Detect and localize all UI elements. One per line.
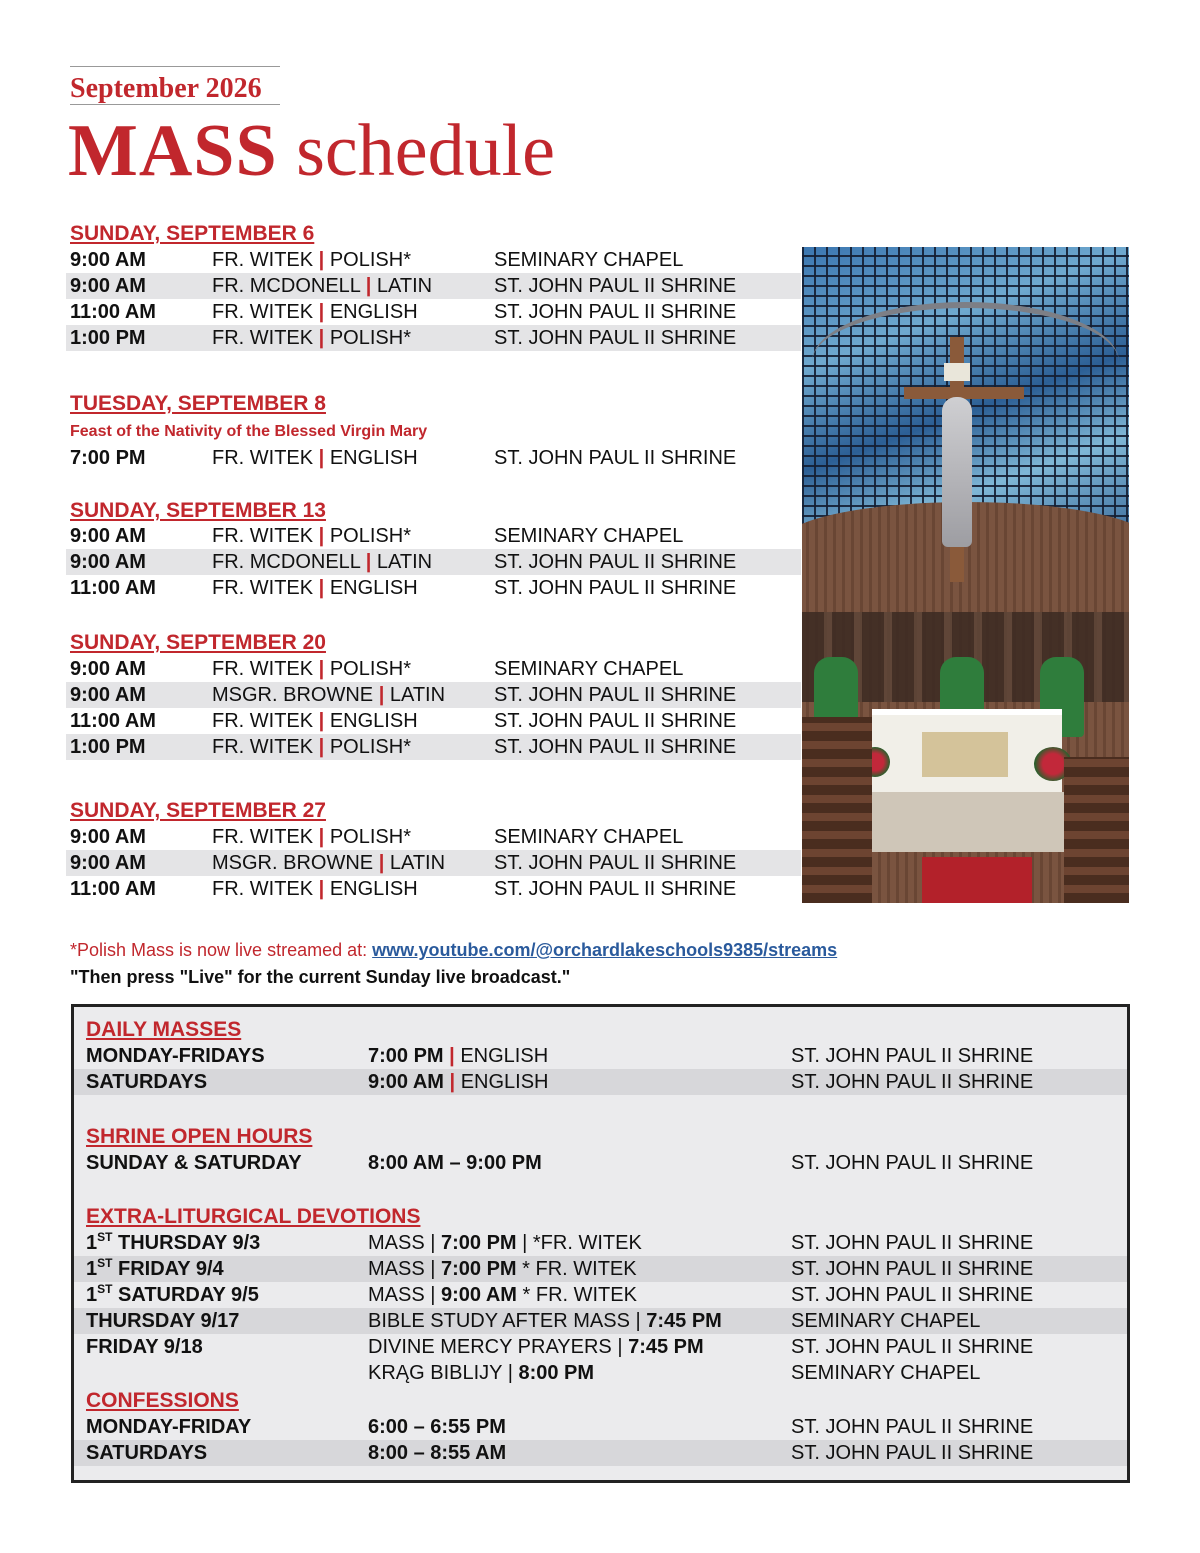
mass-row xyxy=(66,682,801,708)
confession-row xyxy=(74,1414,1127,1440)
ordinal-number: 1 xyxy=(86,1284,98,1306)
mass-row xyxy=(66,523,801,549)
devotion-type: MASS | xyxy=(368,1284,441,1306)
day-heading: SUNDAY, SEPTEMBER 27 xyxy=(70,799,326,822)
day-heading: SUNDAY, SEPTEMBER 6 xyxy=(70,222,315,245)
month-rule-top xyxy=(70,66,280,103)
devotion-row xyxy=(74,1308,1127,1334)
separator: | xyxy=(378,684,385,706)
open-hours: 8:00 AM – 9:00 PM xyxy=(368,1152,542,1174)
day-heading: SUNDAY, SEPTEMBER 20 xyxy=(70,631,326,654)
day-label xyxy=(86,1334,203,1360)
day-label: SUNDAY & SATURDAY xyxy=(86,1152,302,1174)
separator: | xyxy=(318,736,325,758)
mass-celebrant xyxy=(212,708,418,734)
pews-left xyxy=(802,717,872,903)
separator: | xyxy=(318,447,325,469)
sanctuary-steps xyxy=(842,792,1092,852)
location: ST. JOHN PAUL II SHRINE xyxy=(791,1258,1034,1280)
mass-row xyxy=(66,299,801,325)
mass-location: SEMINARY CHAPEL xyxy=(494,658,684,680)
devotion-row xyxy=(74,1230,1127,1256)
daily-mass-row xyxy=(74,1069,1127,1095)
month-label: September 2026 xyxy=(70,73,262,104)
inri-plaque xyxy=(944,363,970,381)
priest-name: FR. WITEK xyxy=(212,525,314,547)
ordinal-suffix: ST xyxy=(97,1230,113,1244)
devotion-type: MASS | xyxy=(368,1232,441,1254)
mass-row xyxy=(66,850,801,876)
devotion-type: BIBLE STUDY AFTER MASS | xyxy=(368,1310,647,1332)
mass-celebrant xyxy=(212,523,411,549)
stream-note xyxy=(70,938,837,962)
priest-name: MSGR. BROWNE xyxy=(212,684,374,706)
mass-celebrant xyxy=(212,549,432,575)
section-heading-daily-masses: DAILY MASSES xyxy=(86,1018,242,1041)
day-label xyxy=(86,1308,239,1334)
day-label: MONDAY-FRIDAY xyxy=(86,1416,252,1438)
devotion-type: MASS | xyxy=(368,1258,441,1280)
separator: | xyxy=(318,249,325,271)
devotion-detail xyxy=(368,1282,637,1308)
day-label: SATURDAYS xyxy=(86,1442,208,1464)
mass-row xyxy=(66,575,801,601)
devotion-time: 7:45 PM xyxy=(646,1310,722,1332)
day-text: THURSDAY 9/17 xyxy=(86,1310,240,1332)
stream-instruction: "Then press "Live" for the current Sunday live broadcast." xyxy=(70,967,571,987)
mass-location: ST. JOHN PAUL II SHRINE xyxy=(494,275,737,297)
mass-row xyxy=(66,247,801,273)
mass-language: LATIN xyxy=(376,275,433,297)
mass-celebrant xyxy=(212,299,418,325)
ordinal-suffix: ST xyxy=(97,1282,113,1296)
mass-row xyxy=(66,734,801,760)
mass-language: POLISH* xyxy=(329,249,411,271)
mass-celebrant xyxy=(212,445,418,471)
day-label xyxy=(86,1256,224,1282)
day-heading: TUESDAY, SEPTEMBER 8 xyxy=(70,392,326,415)
mass-time: 7:00 PM xyxy=(368,1045,444,1067)
mass-celebrant xyxy=(212,656,411,682)
devotion-detail xyxy=(368,1360,594,1386)
priest-name: FR. WITEK xyxy=(212,301,314,323)
mass-language: ENGLISH xyxy=(329,447,418,469)
daily-mass-row xyxy=(74,1043,1127,1069)
separator: | xyxy=(365,275,372,297)
red-carpet xyxy=(922,857,1032,903)
mass-time: 1:00 PM xyxy=(70,327,146,349)
mass-language: LATIN xyxy=(389,684,446,706)
mass-location: ST. JOHN PAUL II SHRINE xyxy=(791,1045,1034,1067)
mass-time: 9:00 AM xyxy=(70,275,146,297)
mass-location: ST. JOHN PAUL II SHRINE xyxy=(494,878,737,900)
devotion-type: KRĄG BIBLIJY | xyxy=(368,1362,519,1384)
mass-row xyxy=(66,824,801,850)
priest-name: FR. WITEK xyxy=(212,327,314,349)
page-title xyxy=(68,106,555,196)
mass-location: SEMINARY CHAPEL xyxy=(494,249,684,271)
priest-name: FR. WITEK xyxy=(212,878,314,900)
location: ST. JOHN PAUL II SHRINE xyxy=(791,1232,1034,1254)
priest-name: FR. MCDONELL xyxy=(212,275,361,297)
location: ST. JOHN PAUL II SHRINE xyxy=(791,1152,1034,1174)
devotion-row xyxy=(74,1256,1127,1282)
mass-language: ENGLISH xyxy=(329,301,418,323)
separator: | xyxy=(318,577,325,599)
mass-time: 9:00 AM xyxy=(70,826,146,848)
month-rule-bottom xyxy=(70,104,280,105)
priest-name: FR. WITEK xyxy=(212,577,314,599)
stream-note-label: *Polish Mass is now live streamed at: xyxy=(70,940,373,960)
mass-time: 9:00 AM xyxy=(70,852,146,874)
mass-language: LATIN xyxy=(389,852,446,874)
mass-location: ST. JOHN PAUL II SHRINE xyxy=(494,301,737,323)
devotion-celebrant: * FR. WITEK xyxy=(516,1258,637,1280)
mass-time: 11:00 AM xyxy=(70,577,156,599)
mass-row xyxy=(66,445,801,471)
mass-row xyxy=(66,549,801,575)
pews-right xyxy=(1064,757,1129,903)
day-text: SATURDAY 9/5 xyxy=(112,1284,259,1306)
devotion-time: 7:45 PM xyxy=(628,1336,704,1358)
mass-time-language xyxy=(368,1069,549,1095)
priest-name: FR. WITEK xyxy=(212,249,314,271)
crucifix-beam xyxy=(904,387,1024,399)
priest-name: FR. WITEK xyxy=(212,447,314,469)
separator: | xyxy=(378,852,385,874)
devotion-celebrant: * FR. WITEK xyxy=(516,1284,637,1306)
mass-location: ST. JOHN PAUL II SHRINE xyxy=(494,447,737,469)
mass-time: 9:00 AM xyxy=(70,684,146,706)
location: ST. JOHN PAUL II SHRINE xyxy=(791,1284,1034,1306)
day-label: MONDAY-FRIDAYS xyxy=(86,1045,265,1067)
mass-celebrant xyxy=(212,850,445,876)
section-heading-confessions: CONFESSIONS xyxy=(86,1389,239,1412)
mass-time: 1:00 PM xyxy=(70,736,146,758)
mass-time: 7:00 PM xyxy=(70,447,146,469)
mass-location: SEMINARY CHAPEL xyxy=(494,525,684,547)
priest-name: FR. WITEK xyxy=(212,658,314,680)
mass-language: ENGLISH xyxy=(329,878,418,900)
location: SEMINARY CHAPEL xyxy=(791,1362,981,1384)
mass-time: 9:00 AM xyxy=(368,1071,444,1093)
mass-location: ST. JOHN PAUL II SHRINE xyxy=(494,684,737,706)
info-box xyxy=(71,1004,1130,1483)
mass-language: POLISH* xyxy=(329,658,411,680)
devotion-time: 8:00 PM xyxy=(518,1362,595,1384)
devotion-row xyxy=(74,1334,1127,1360)
mass-celebrant xyxy=(212,734,411,760)
mass-celebrant xyxy=(212,824,411,850)
mass-language: ENGLISH xyxy=(329,710,418,732)
devotion-row xyxy=(74,1282,1127,1308)
mass-language: ENGLISH xyxy=(460,1045,549,1067)
mass-time: 9:00 AM xyxy=(70,249,146,271)
mass-language: ENGLISH xyxy=(329,577,418,599)
mass-language: LATIN xyxy=(376,551,433,573)
mass-location: ST. JOHN PAUL II SHRINE xyxy=(494,736,737,758)
mass-celebrant xyxy=(212,575,418,601)
devotion-time: 9:00 AM xyxy=(441,1284,517,1306)
separator: | xyxy=(318,826,325,848)
separator: | xyxy=(365,551,372,573)
ordinal-suffix: ST xyxy=(97,1256,113,1270)
priest-name: MSGR. BROWNE xyxy=(212,852,374,874)
day-label xyxy=(86,1230,260,1256)
youtube-stream-link[interactable]: www.youtube.com/@orchardlakeschools9385/streams xyxy=(372,940,838,960)
day-text: FRIDAY 9/18 xyxy=(86,1336,203,1358)
mass-celebrant xyxy=(212,325,411,351)
devotion-celebrant: | *FR. WITEK xyxy=(516,1232,642,1254)
mass-time: 9:00 AM xyxy=(70,658,146,680)
mass-row xyxy=(66,325,801,351)
location: ST. JOHN PAUL II SHRINE xyxy=(791,1416,1034,1438)
mass-location: ST. JOHN PAUL II SHRINE xyxy=(494,710,737,732)
day-text: FRIDAY 9/4 xyxy=(112,1258,224,1280)
mass-time: 11:00 AM xyxy=(70,878,156,900)
mass-time: 9:00 AM xyxy=(70,525,146,547)
mass-location: ST. JOHN PAUL II SHRINE xyxy=(494,852,737,874)
confession-row xyxy=(74,1440,1127,1466)
mass-location: ST. JOHN PAUL II SHRINE xyxy=(494,577,737,599)
separator: | xyxy=(318,301,325,323)
mass-row xyxy=(66,656,801,682)
separator: | xyxy=(318,710,325,732)
day-heading: SUNDAY, SEPTEMBER 13 xyxy=(70,499,326,522)
day-label xyxy=(86,1282,259,1308)
mass-location: ST. JOHN PAUL II SHRINE xyxy=(791,1071,1034,1093)
separator: | xyxy=(449,1071,456,1093)
chapel-photo xyxy=(802,247,1129,903)
confession-time: 6:00 – 6:55 PM xyxy=(368,1416,506,1438)
mass-row xyxy=(66,708,801,734)
mass-celebrant xyxy=(212,273,432,299)
separator: | xyxy=(318,525,325,547)
corpus-figure xyxy=(942,397,972,547)
devotion-detail xyxy=(368,1334,704,1360)
devotion-time: 7:00 PM xyxy=(441,1232,517,1254)
day-label: SATURDAYS xyxy=(86,1071,208,1093)
devotion-detail xyxy=(368,1230,642,1256)
mass-time: 9:00 AM xyxy=(70,551,146,573)
section-heading-devotions: EXTRA-LITURGICAL DEVOTIONS xyxy=(86,1205,421,1228)
ordinal-number: 1 xyxy=(86,1232,98,1254)
devotion-detail xyxy=(368,1308,722,1334)
mass-location: ST. JOHN PAUL II SHRINE xyxy=(494,327,737,349)
mass-celebrant xyxy=(212,876,418,902)
separator: | xyxy=(318,327,325,349)
mass-celebrant xyxy=(212,682,445,708)
mass-language: POLISH* xyxy=(329,736,411,758)
mass-location: ST. JOHN PAUL II SHRINE xyxy=(494,551,737,573)
day-text: THURSDAY 9/3 xyxy=(112,1232,261,1254)
title-schedule: schedule xyxy=(296,110,556,192)
title-mass: MASS xyxy=(68,110,278,192)
mass-location: SEMINARY CHAPEL xyxy=(494,826,684,848)
ordinal-number: 1 xyxy=(86,1258,98,1280)
separator: | xyxy=(318,658,325,680)
location: ST. JOHN PAUL II SHRINE xyxy=(791,1442,1034,1464)
location: ST. JOHN PAUL II SHRINE xyxy=(791,1336,1034,1358)
mass-language: POLISH* xyxy=(329,826,411,848)
mass-language: POLISH* xyxy=(329,525,411,547)
mass-celebrant xyxy=(212,247,411,273)
separator: | xyxy=(449,1045,455,1067)
mass-language: ENGLISH xyxy=(460,1071,549,1093)
mass-time-language xyxy=(368,1043,548,1069)
priest-name: FR. WITEK xyxy=(212,710,314,732)
mass-time: 11:00 AM xyxy=(70,301,156,323)
devotion-row xyxy=(74,1360,1127,1386)
mass-time: 11:00 AM xyxy=(70,710,156,732)
devotion-time: 7:00 PM xyxy=(441,1258,517,1280)
mass-language: POLISH* xyxy=(329,327,411,349)
confession-time: 8:00 – 8:55 AM xyxy=(368,1442,507,1464)
priest-name: FR. WITEK xyxy=(212,736,314,758)
devotion-detail xyxy=(368,1256,637,1282)
mass-row xyxy=(66,876,801,902)
feast-name: Feast of the Nativity of the Blessed Virgin Mary xyxy=(70,423,428,440)
altar-frontal xyxy=(922,732,1008,777)
shrine-hours-row xyxy=(74,1150,1127,1176)
priest-name: FR. MCDONELL xyxy=(212,551,361,573)
separator: | xyxy=(318,878,325,900)
devotion-type: DIVINE MERCY PRAYERS | xyxy=(368,1336,629,1358)
mass-row xyxy=(66,273,801,299)
location: SEMINARY CHAPEL xyxy=(791,1310,981,1332)
section-heading-shrine-hours: SHRINE OPEN HOURS xyxy=(86,1125,313,1148)
priest-name: FR. WITEK xyxy=(212,826,314,848)
